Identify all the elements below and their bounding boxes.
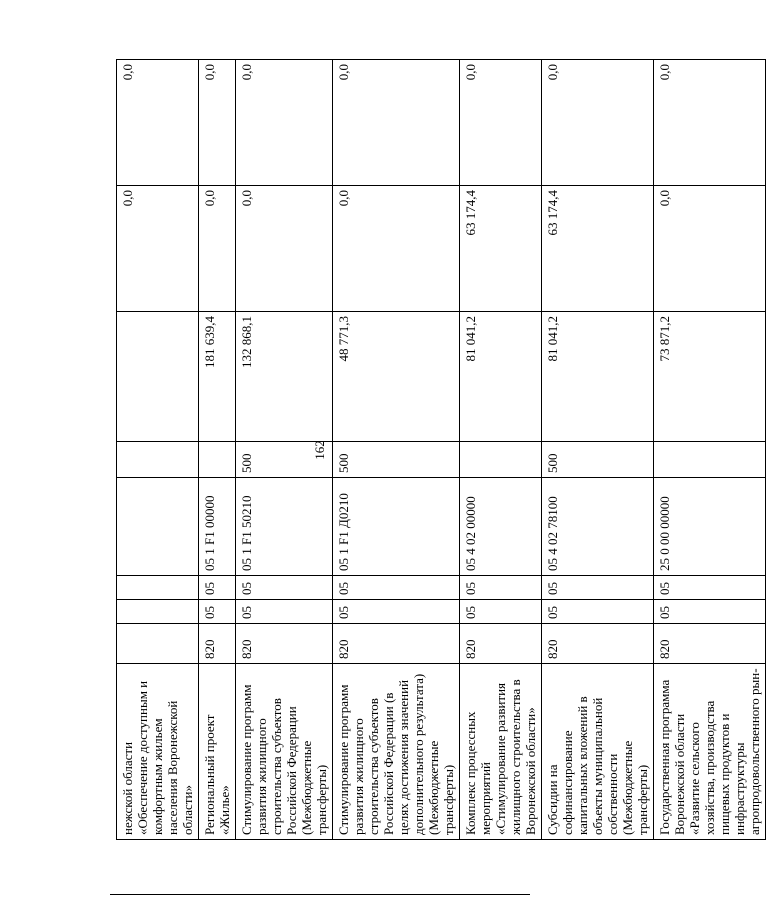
amount-year2-cell: 0,0 xyxy=(236,186,333,312)
amount-year1-cell: 81 041,2 xyxy=(460,312,542,442)
amount-year2-cell: 0,0 xyxy=(199,186,236,312)
amount-year3-cell: 0,0 xyxy=(333,60,460,186)
expense-type-cell xyxy=(654,442,766,478)
section-code-cell: 05 xyxy=(460,600,542,624)
amount-year3-cell: 0,0 xyxy=(654,60,766,186)
amount-year3-cell: 0,0 xyxy=(460,60,542,186)
subsection-code-cell: 05 xyxy=(333,576,460,600)
amount-year2-cell: 63 174,4 xyxy=(542,186,654,312)
amount-year1-cell: 181 639,4 xyxy=(199,312,236,442)
ministry-code-cell: 820 xyxy=(542,624,654,664)
target-article-cell: 05 4 02 00000 xyxy=(460,478,542,576)
expense-type-cell: 500 xyxy=(542,442,654,478)
target-article-cell xyxy=(117,478,199,576)
row-name-cell: Комплекс процессных мероприятий «Стимулирование развития жилищного строительства в Воронежской области» xyxy=(460,664,542,840)
section-code-cell: 05 xyxy=(333,600,460,624)
row-name-cell: Региональный проект «Жилье» xyxy=(199,664,236,840)
target-article-cell: 05 1 F1 Д0210 xyxy=(333,478,460,576)
table-row xyxy=(199,60,236,840)
row-name-cell: Государственная программа Воронежской области «Развитие сельского хозяйства, производства пищевых продуктов и инфраструктуры агропродовольственного рын- xyxy=(654,664,766,840)
ministry-code-cell xyxy=(117,624,199,664)
table-row xyxy=(236,60,333,840)
subsection-code-cell: 05 xyxy=(199,576,236,600)
table-row xyxy=(460,60,542,840)
amount-year1-cell: 81 041,2 xyxy=(542,312,654,442)
target-article-cell: 05 1 F1 50210 xyxy=(236,478,333,576)
table-row xyxy=(333,60,460,840)
amount-year1-cell: 132 868,1 xyxy=(236,312,333,442)
amount-year2-cell: 63 174,4 xyxy=(460,186,542,312)
ministry-code-cell: 820 xyxy=(333,624,460,664)
table-row xyxy=(542,60,654,840)
expense-type-cell xyxy=(199,442,236,478)
row-name-cell: Стимулирование программ развития жилищного строительства субъектов Российской Федерации (Межбюджетные трансферты) xyxy=(236,664,333,840)
ministry-code-cell: 820 xyxy=(460,624,542,664)
row-name-cell: нежской области «Обеспечение доступным и комфортным жильем населения Воронежской области» xyxy=(117,664,199,840)
section-code-cell: 05 xyxy=(236,600,333,624)
section-code-cell: 05 xyxy=(542,600,654,624)
amount-year1-cell: 48 771,3 xyxy=(333,312,460,442)
subsection-code-cell: 05 xyxy=(460,576,542,600)
table-row xyxy=(654,60,766,840)
budget-table xyxy=(116,59,766,840)
row-name-cell: Субсидии на софинансирование капитальных вложений в объекты муниципальной собственности (Межбюджетные трансферты) xyxy=(542,664,654,840)
target-article-cell: 05 1 F1 00000 xyxy=(199,478,236,576)
amount-year3-cell: 0,0 xyxy=(542,60,654,186)
row-name-cell: Стимулирование программ развития жилищного строительства субъектов Российской Федерации (в целях достижения значений дополнительного результата) (Межбюджетные трансферты) xyxy=(333,664,460,840)
table-body xyxy=(117,60,766,840)
expense-type-cell: 500 xyxy=(333,442,460,478)
amount-year3-cell: 0,0 xyxy=(236,60,333,186)
subsection-code-cell: 05 xyxy=(542,576,654,600)
target-article-cell: 25 0 00 00000 xyxy=(654,478,766,576)
ministry-code-cell: 820 xyxy=(236,624,333,664)
amount-year3-cell: 0,0 xyxy=(199,60,236,186)
ministry-code-cell: 820 xyxy=(654,624,766,664)
ministry-code-cell: 820 xyxy=(199,624,236,664)
expense-type-cell: 500 xyxy=(236,442,333,478)
section-code-cell: 05 xyxy=(654,600,766,624)
subsection-code-cell xyxy=(117,576,199,600)
target-article-cell: 05 4 02 78100 xyxy=(542,478,654,576)
subsection-code-cell: 05 xyxy=(236,576,333,600)
subsection-code-cell: 05 xyxy=(654,576,766,600)
amount-year2-cell: 0,0 xyxy=(654,186,766,312)
amount-year3-cell: 0,0 xyxy=(117,60,199,186)
amount-year2-cell: 0,0 xyxy=(117,186,199,312)
section-code-cell: 05 xyxy=(199,600,236,624)
expense-type-cell xyxy=(460,442,542,478)
expense-type-cell xyxy=(117,442,199,478)
amount-year2-cell: 0,0 xyxy=(333,186,460,312)
amount-year1-cell xyxy=(117,312,199,442)
page-number: 162 xyxy=(312,440,327,460)
bottom-rule xyxy=(110,894,530,895)
amount-year1-cell: 73 871,2 xyxy=(654,312,766,442)
section-code-cell xyxy=(117,600,199,624)
rotated-table-wrapper xyxy=(116,60,762,840)
table-row xyxy=(117,60,199,840)
